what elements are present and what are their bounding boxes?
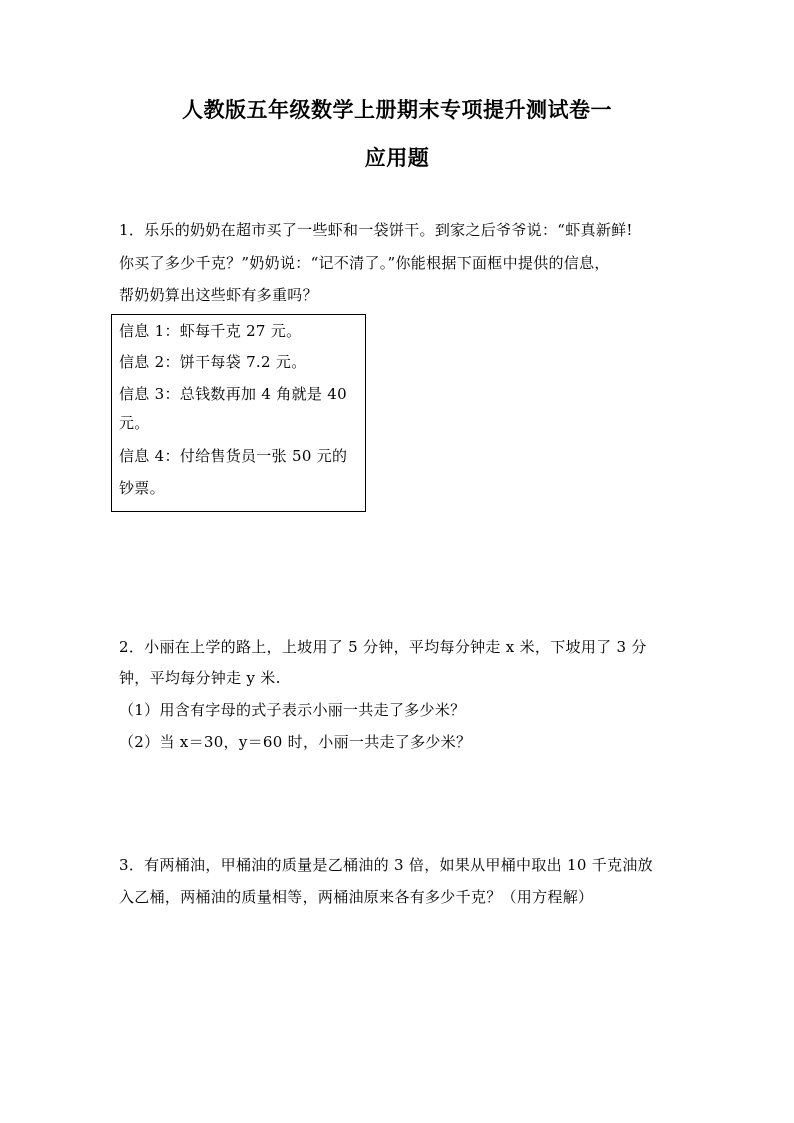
info-box [111, 314, 366, 512]
question-1-line-3: 帮奶奶算出这些虾有多重吗？ [119, 286, 318, 304]
question-2-line-1: 2．小丽在上学的路上，上坡用了 5 分钟，平均每分钟走 x 米，下坡用了 3 分 [119, 638, 647, 656]
info-line-4: 元。 [119, 414, 150, 432]
page-subtitle: 应用题 [364, 146, 430, 170]
question-1-line-2: 你买了多少千克？”奶奶说：“记不清了。”你能根据下面框中提供的信息， [119, 254, 610, 272]
info-line-2: 信息 2：饼干每袋 7.2 元。 [119, 353, 307, 371]
info-line-6: 钞票。 [119, 479, 165, 497]
info-line-5: 信息 4：付给售货员一张 50 元的 [119, 447, 348, 465]
question-3-line-2: 入乙桶，两桶油的质量相等，两桶油原来各有多少千克？（用方程解） [119, 888, 594, 906]
info-line-1: 信息 1：虾每千克 27 元。 [119, 322, 302, 340]
question-1-line-1: 1．乐乐的奶奶在超市买了一些虾和一袋饼干。到家之后爷爷说：“虾真新鲜! [119, 221, 633, 239]
question-2-line-2: 钟，平均每分钟走 y 米. [119, 669, 281, 687]
info-line-3: 信息 3：总钱数再加 4 角就是 40 [119, 385, 347, 403]
page-title: 人教版五年级数学上册期末专项提升测试卷一 [182, 98, 612, 122]
question-3-line-1: 3．有两桶油，甲桶油的质量是乙桶油的 3 倍，如果从甲桶中取出 10 千克油放 [119, 856, 653, 874]
question-2-part-2: （2）当 x＝30，y＝60 时，小丽一共走了多少米？ [119, 733, 472, 751]
question-2-part-1: （1）用含有字母的式子表示小丽一共走了多少米？ [119, 701, 466, 719]
